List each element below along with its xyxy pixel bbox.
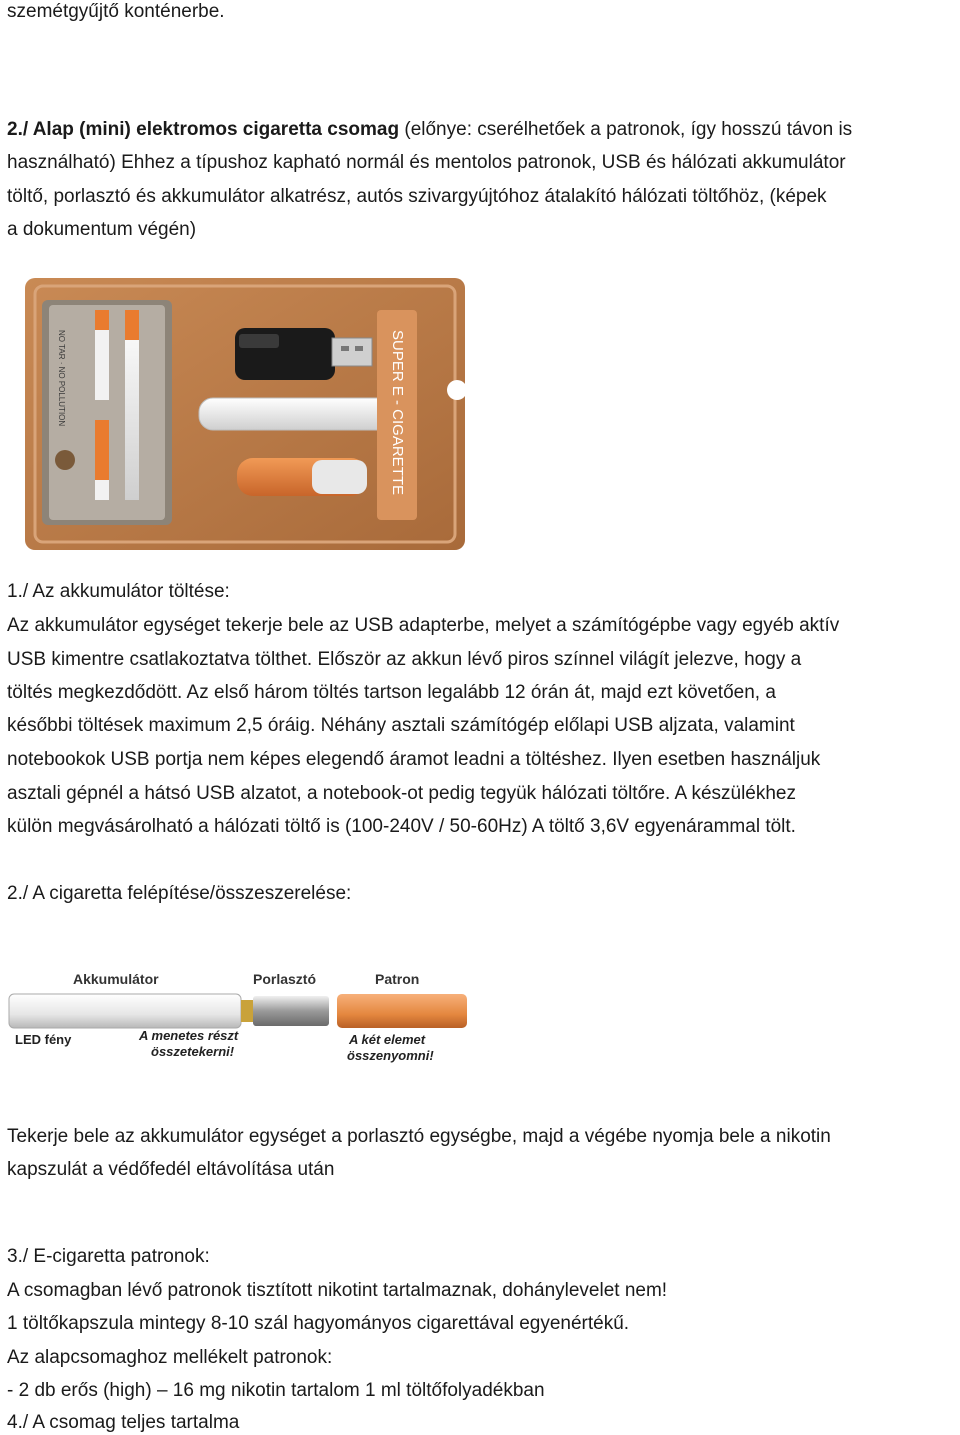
- package-paragraph-line-2: használható) Ehhez a típushoz kapható normál és mentolos patronok, USB és hálózati akkumulátor: [7, 152, 846, 173]
- cartridges-line-1: A csomagban lévő patronok tisztított nikotint tartalmaznak, dohánylevelet nem!: [7, 1280, 668, 1301]
- note-press-line-2: összenyomni!: [347, 1048, 434, 1063]
- charging-line-5: notebookok USB portja nem képes elegendő áramot leadni a töltéshez. Ilyen esetben használjuk: [7, 749, 821, 770]
- package-brand-text: SUPER E - CIGARETTE: [389, 330, 406, 496]
- cartridges-line-3: Az alapcsomaghoz mellékelt patronok:: [7, 1347, 333, 1368]
- cartridges-line-4: - 2 db erős (high) – 16 mg nikotin tartalom 1 ml töltőfolyadékban: [7, 1380, 545, 1401]
- intro-text: szemétgyűjtő konténerbe.: [7, 1, 225, 22]
- package-heading: 2./ Alap (mini) elektromos cigaretta csomag: [7, 119, 400, 140]
- assembly-line-2: kapszulát a védőfedél eltávolítása után: [7, 1159, 335, 1180]
- package-heading-rest: (előnye: cserélhetőek a patronok, így hosszú távon is: [399, 119, 853, 140]
- charging-line-7: külön megvásárolható a hálózati töltő is (100-240V / 50-60Hz) A töltő 3,6V egyenárammal tölt.: [7, 816, 796, 837]
- label-led: LED fény: [15, 1032, 72, 1047]
- package-side-text: NO TAR · NO POLLUTION: [57, 330, 66, 427]
- charging-line-4: későbbi töltések maximum 2,5 óráig. Néhány asztali számítógép előlapi USB aljzata, valamint: [7, 715, 795, 736]
- label-atomizer: Porlasztó: [253, 971, 317, 987]
- note-screw-line-1: A menetes részt: [139, 1028, 239, 1043]
- contents-heading: 4./ A csomag teljes tartalma: [7, 1412, 240, 1433]
- cartridges-line-2: 1 töltőkapszula mintegy 8-10 szál hagyományos cigarettával egyenértékű.: [7, 1313, 630, 1334]
- charging-line-6: asztali gépnél a hátsó USB alzatot, a notebook-ot pedig tegyük hálózati töltőre. A készülékhez: [7, 783, 797, 804]
- cigarette-assembly-diagram: [7, 958, 477, 1068]
- label-battery: Akkumulátor: [73, 971, 159, 987]
- note-screw-line-2: összetekerni!: [151, 1044, 235, 1059]
- label-cartridge: Patron: [375, 971, 420, 987]
- package-photo: [7, 270, 477, 555]
- note-press-line-1: A két elemet: [349, 1032, 426, 1047]
- package-paragraph-line-4: a dokumentum végén): [7, 219, 197, 240]
- charging-line-3: töltés megkezdődött. Az első három töltés tartson legalább 12 órán át, majd ezt követően, a: [7, 682, 776, 703]
- charging-line-2: USB kimentre csatlakoztatva tölthet. Először az akkun lévő piros színnel világít jelezve, hogy a: [7, 649, 802, 670]
- package-paragraph-line-1: [7, 118, 852, 142]
- package-paragraph-line-3: töltő, porlasztó és akkumulátor alkatrész, autós szivargyújtóhoz átalakító hálózati töltőhöz, (képek: [7, 186, 827, 207]
- cartridges-heading: 3./ E-cigaretta patronok:: [7, 1246, 210, 1267]
- charging-line-1: Az akkumulátor egységet tekerje bele az USB adapterbe, melyet a számítógépbe vagy egyéb aktív: [7, 615, 840, 636]
- assembly-heading: 2./ A cigaretta felépítése/összeszerelése:: [7, 883, 352, 904]
- assembly-line-1: Tekerje bele az akkumulátor egységet a porlasztó egységbe, majd a végébe nyomja bele a nikotin: [7, 1126, 831, 1147]
- charging-heading: 1./ Az akkumulátor töltése:: [7, 581, 230, 602]
